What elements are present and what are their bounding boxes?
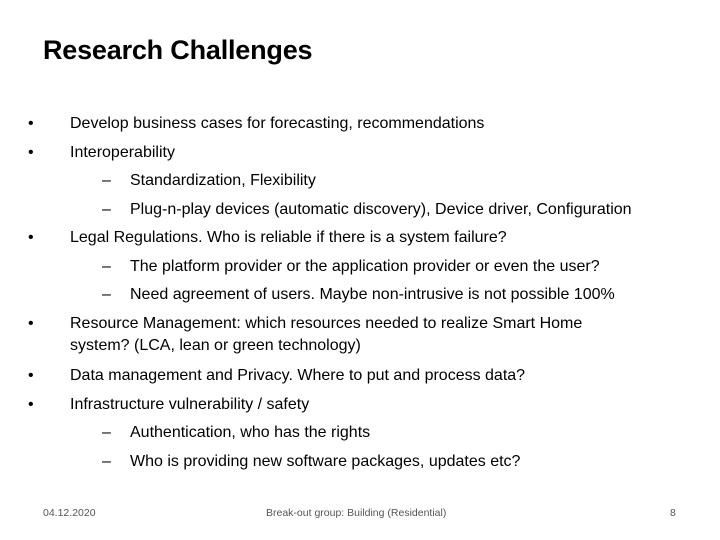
list-item xyxy=(28,224,708,253)
item-text: Need agreement of users. Maybe non-intrusive is not possible 100% xyxy=(130,286,615,303)
dash-marker: – xyxy=(102,200,111,218)
item-text: Who is providing new software packages, updates etc? xyxy=(130,452,521,470)
footer-date: 04.12.2020 xyxy=(43,507,96,519)
item-text: Resource Management: which resources needed to realize Smart Home xyxy=(70,314,583,332)
item-text: Standardization, Flexibility xyxy=(130,172,316,189)
item-text: Plug-n-play devices (automatic discovery), Device driver, Configuration xyxy=(130,200,632,218)
dash-marker: – xyxy=(102,257,111,275)
item-text: Legal Regulations. Who is reliable if there is a system failure? xyxy=(70,229,507,246)
item-text: Interoperability xyxy=(70,143,175,161)
footer-title: Break-out group: Building (Residential) xyxy=(266,507,447,519)
item-text-continuation: system? (LCA, lean or green technology) xyxy=(70,337,361,354)
dash-marker: – xyxy=(102,286,111,303)
bullet-list xyxy=(28,110,708,476)
item-text: Authentication, who has the rights xyxy=(130,424,371,441)
sub-list-item xyxy=(28,167,708,196)
slide-title: Research Challenges xyxy=(43,35,313,65)
list-item xyxy=(28,139,708,168)
dash-marker: – xyxy=(102,172,111,189)
bullet-marker: • xyxy=(28,367,34,384)
sub-list-item xyxy=(28,448,708,477)
sub-list-item xyxy=(28,281,708,310)
list-item xyxy=(28,391,708,420)
sub-list-item xyxy=(28,196,708,225)
list-item xyxy=(28,310,708,363)
list-item xyxy=(28,110,708,139)
page-number: 8 xyxy=(670,507,676,519)
bullet-marker: • xyxy=(28,314,34,332)
item-text: The platform provider or the application provider or even the user? xyxy=(130,257,600,275)
dash-marker: – xyxy=(102,424,111,441)
item-text: Infrastructure vulnerability / safety xyxy=(70,395,310,413)
dash-marker: – xyxy=(102,452,111,470)
bullet-marker: • xyxy=(28,115,34,132)
list-item xyxy=(28,362,708,391)
item-text: Develop business cases for forecasting, recommendations xyxy=(70,115,485,132)
item-text: Data management and Privacy. Where to put and process data? xyxy=(70,367,526,384)
bullet-marker: • xyxy=(28,229,34,246)
sub-list-item xyxy=(28,253,708,282)
sub-list-item xyxy=(28,419,708,448)
bullet-marker: • xyxy=(28,143,34,161)
bullet-marker: • xyxy=(28,395,34,413)
